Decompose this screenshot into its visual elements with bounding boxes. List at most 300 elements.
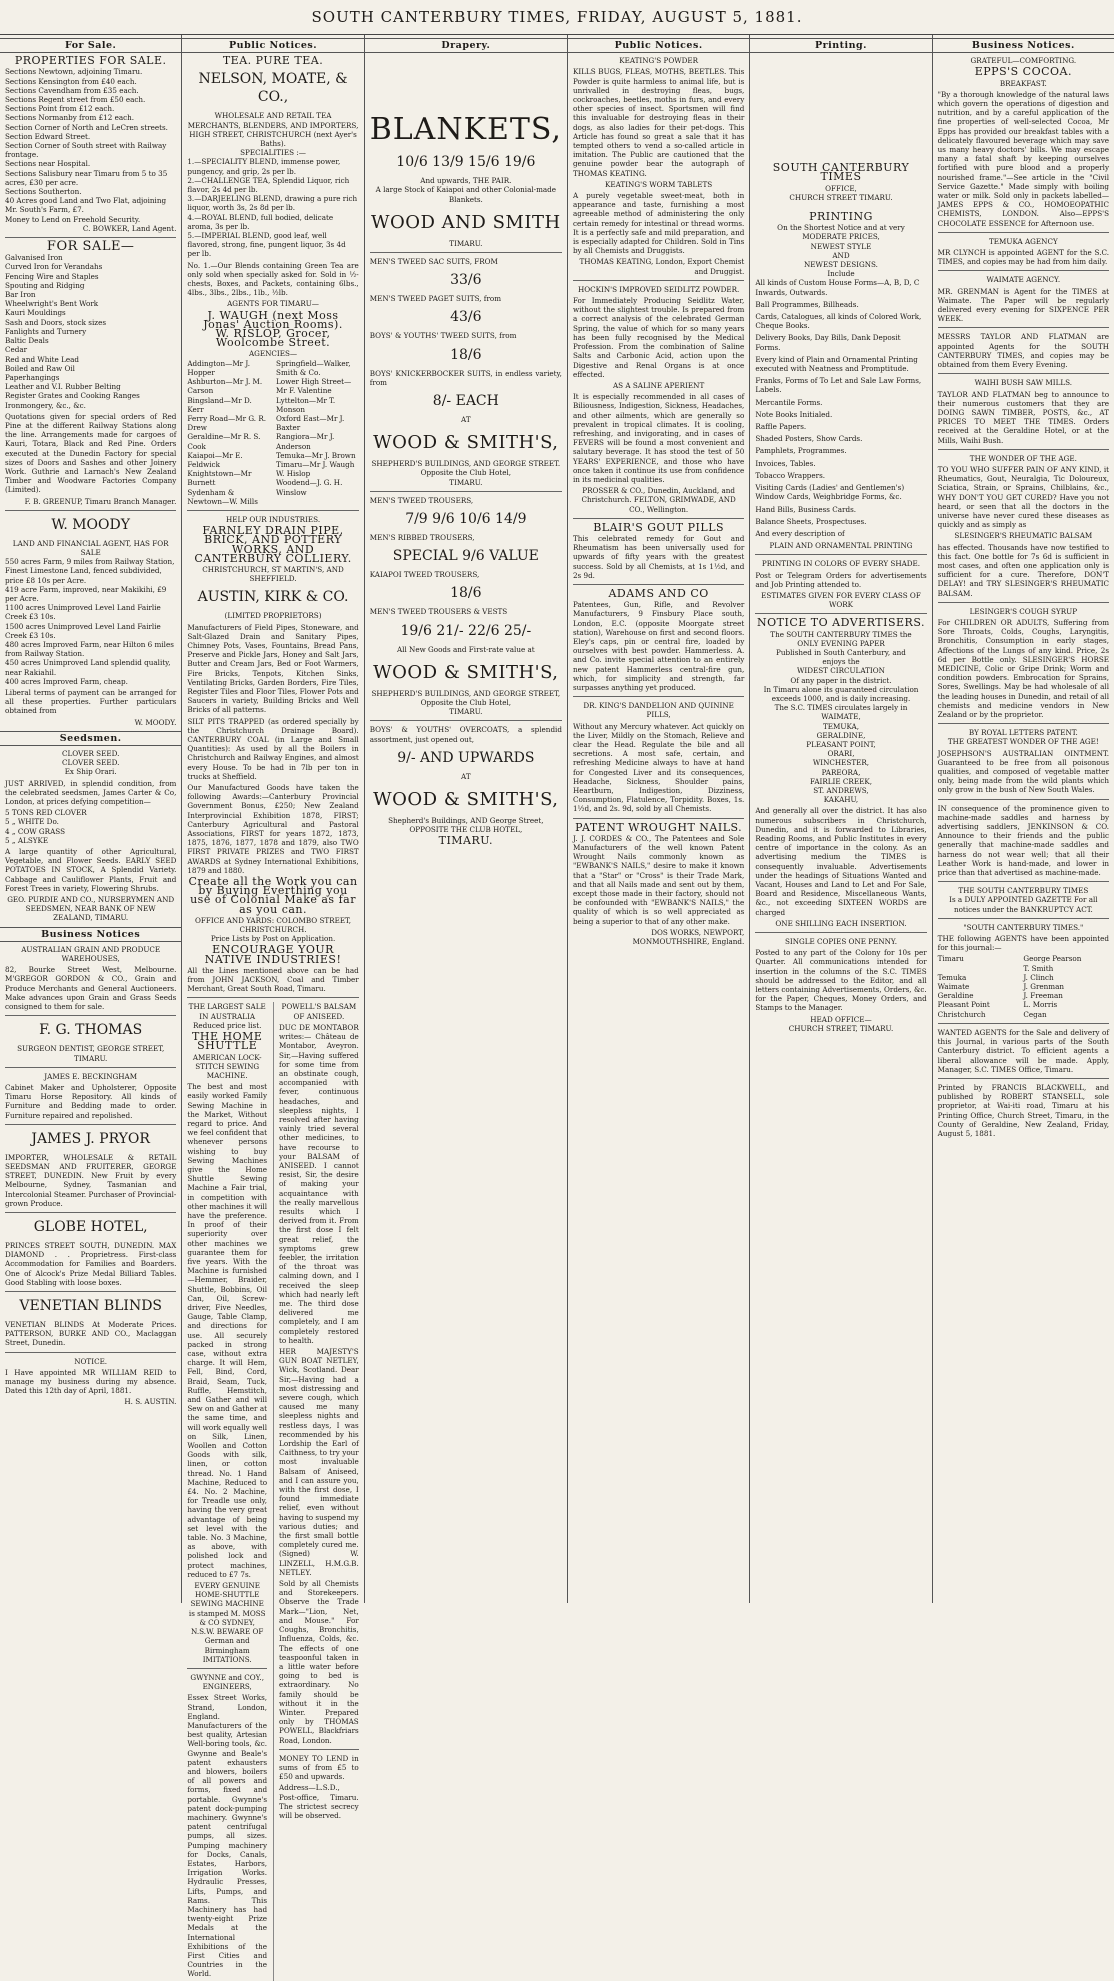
ad-body: 82, Bourke Street West, Melbourne. M'GREGOR GORDON & CO., Grain and Produce Merchants and General Auctioneers. Make advances upon Grain and Grass Seeds consigned to them for sale. bbox=[5, 965, 177, 1012]
ad-title: JAMES E. BECKINGHAM bbox=[44, 1071, 138, 1081]
list-item: Of any paper in the district. bbox=[790, 675, 892, 685]
ad-signature: W. MOODY. bbox=[134, 717, 177, 727]
ad-signature: DOS WORKS, NEWPORT, MONMOUTHSHIRE, England. bbox=[632, 927, 745, 947]
list-item: 400 acres Improved Farm, cheap. bbox=[5, 676, 128, 686]
divider bbox=[938, 449, 1109, 450]
divider bbox=[938, 799, 1109, 800]
list-item: Delivery Books, Day Bills, Dank Deposit Forms. bbox=[755, 333, 901, 352]
ad-body: Without any Mercury whatever. Act quickly on the Liver, Mildly on the Stomach, Relieve and clear the Head. Regulate the bile and all secretions. A most safe, certain, and refreshing Medicine always to have at hand for Congested Liver and its consequences, Headache, Sickness, Shoulder pains, Heartburn, Indigestion, Dizziness, Consumption, Flatulence, Torpidity. Boxes, 1s. 1½d, and 2s. 9d, sold by all Chemists. bbox=[572, 721, 745, 814]
ad-body: MR CLYNCH is appointed AGENT for the S.C. TIMES, and copies may be had from him daily. bbox=[937, 248, 1110, 267]
list-item: Section Corner of North and LeCren streets. bbox=[5, 122, 168, 132]
ad-body: IMPORTER, WHOLESALE & RETAIL SEEDSMAN AND FRUITERER, GEORGE STREET, DUNEDIN. New Fruit by every Melbourne, Sydney, Tasmanian and Intercolonial Steamer. Purchaser of Provincial-grown Produce. bbox=[5, 1152, 177, 1208]
ad-body: Posted to any part of the Colony for 10s per Quarter. All communications intended for insertion in the columns of the S.C. TIMES should be addressed to the Editor, and all letters containing Advertisements, Orders, &c. for the Paper, Cheques, Money Orders, and Stamps to the Manager. bbox=[755, 948, 927, 1013]
list-item: Register Grates and Cooking Ranges bbox=[5, 391, 140, 401]
list-item: On the Shortest Notice and at very bbox=[777, 223, 905, 233]
section-heading: Public Notices. bbox=[182, 38, 363, 53]
ad-subtitle: WHOLESALE AND RETAIL TEA MERCHANTS, BLENDERS, AND IMPORTERS, HIGH STREET, CHRISTCHURCH (next Ayer's Baths). bbox=[187, 111, 359, 149]
ad-subtitle: AT bbox=[461, 771, 471, 781]
ad-title: PRINTING bbox=[809, 210, 873, 224]
list-item: Temuka—Mr J. Brown bbox=[276, 450, 356, 460]
ad-list bbox=[187, 359, 358, 506]
list-item: Money to Lend on Freehold Security. bbox=[5, 214, 141, 224]
list-item: Visiting Cards (Ladies' and Gentlemen's) Window Cards, Weighbridge Forms, &c. bbox=[755, 483, 905, 502]
ad-title: GLOBE HOTEL, bbox=[33, 1218, 148, 1235]
ad-title: THE LARGEST SALE IN AUSTRALIA bbox=[188, 1002, 266, 1021]
ad-title: ADAMS AND CO bbox=[608, 586, 709, 600]
ad-subtitle: All New Goods and First-rate value at bbox=[396, 644, 535, 654]
ad-subtitle: Ex Ship Orari. bbox=[64, 767, 117, 777]
list-item: Sections near Hospital. bbox=[5, 159, 91, 169]
divider bbox=[5, 1067, 176, 1068]
ad-body: HER MAJESTY'S GUN BOAT NETLEY, Wick, Scotland. Dear Sir,—Having had a most distressing and severe cough, which caused me many sleepless nights and restless days, I was recommended by his Lordship the Earl of Caithness, to try your most invaluable Balsam of Aniseed, and I can assure you, with the first dose, I found immediate relief, even without having to suspend my various duties; and the first small bottle completely cured me. (Signed) W. LINZELL, H.M.G.B. NETLEY. bbox=[279, 1347, 359, 1577]
list-item: Galvanised Iron bbox=[5, 253, 63, 263]
list-item: Wheelwright's Bent Work bbox=[5, 299, 99, 309]
ad-body: Post or Telegram Orders for advertisements and Job Printing attended to. bbox=[755, 570, 927, 589]
ad-title: MONEY TO LEND in sums of from £5 to £50 and upwards. bbox=[279, 1753, 359, 1782]
ad-subtitle: LAND AND FINANCIAL AGENT, HAS FOR SALE bbox=[12, 538, 169, 557]
list-item: 4.—ROYAL BLEND, full bodied, delicate aroma, 3s per lb. bbox=[187, 212, 334, 231]
list-item: Shaded Posters, Show Cards. bbox=[755, 434, 863, 444]
list-item: All kinds of Custom House Forms—A, B, D, C Inwards, Outwards. bbox=[755, 278, 920, 297]
ad-body: For Immediately Producing Seidlitz Water, without the slightest trouble. Is prepared from a correct analysis of the celebrated German Spring, the value of which for so many years has been fully recognised by the Medical Profession. From the combination of Saline Salts and Carbonic Acid, action upon the Digestive and Renal Organs is at once effected. bbox=[572, 296, 745, 379]
ad-subtitle: BREAKFAST. bbox=[999, 78, 1047, 88]
ad-title: SINGLE COPIES ONE PENNY. bbox=[784, 937, 898, 947]
ad-body: Sold by all Chemists and Storekeepers. Observe the Trade Mark—"Lion, Net, and Mouse." For Coughs, Bronchitis, Influenza, Colds, &c. The effects of one teaspoonful taken in a little water before going to bed is extraordinary. No family should be without it in the Winter. Prepared only by THOMAS POWELL, Blackfriars Road, London. bbox=[279, 1579, 359, 1745]
section-heading: Business Notices bbox=[0, 927, 181, 942]
list-item: Hand Bills, Business Cards. bbox=[755, 504, 857, 514]
divider bbox=[370, 491, 562, 492]
ad-body: All the Lines mentioned above can be had from JOHN JACKSON, Coal and Timber Merchant, Great South Road, Timaru. bbox=[187, 965, 359, 994]
ad-subtitle: AMERICAN LOCK-STITCH SEWING MACHINE. bbox=[192, 1052, 262, 1080]
list-item: Rangiora—Mr J. Anderson bbox=[276, 432, 335, 451]
list-item: 1.—SPECIALITY BLEND, immense power, pungency, and grip, 2s per lb. bbox=[187, 157, 341, 176]
agent-name: J. Clinch bbox=[1023, 972, 1054, 982]
list-item: In Timaru alone its guaranteed circulation exceeds 1000, and is daily increasing. bbox=[763, 684, 919, 703]
list-item: Cards, Catalogues, all kinds of Colored Work, Cheque Books. bbox=[755, 312, 922, 331]
divider bbox=[573, 280, 744, 281]
ad-subtitle: Reduced price list. bbox=[192, 1020, 262, 1030]
list-item: Tobacco Wrappers. bbox=[755, 470, 826, 480]
price-line: 10/6 13/9 15/6 19/6 bbox=[396, 154, 536, 171]
divider bbox=[187, 510, 358, 511]
firm-name: WOOD AND SMITH bbox=[371, 211, 561, 233]
divider bbox=[5, 1352, 176, 1353]
list-item: WINCHESTER, bbox=[812, 758, 870, 768]
ad-title: KEATING'S WORM TABLETS bbox=[605, 179, 713, 189]
divider bbox=[5, 1015, 176, 1016]
section-heading: Public Notices. bbox=[568, 38, 749, 53]
price-line: 9/- AND UPWARDS bbox=[397, 749, 535, 766]
ad-body: Is a DULY APPOINTED GAZETTE For all notices under the BANKRUPTCY ACT. bbox=[949, 895, 1098, 914]
divider bbox=[938, 602, 1109, 603]
list-item: Ferry Road—Mr G. R. Drew bbox=[187, 413, 267, 433]
list-item: Ball Programmes, Billheads. bbox=[755, 299, 859, 309]
list-item: enjoys the bbox=[822, 657, 860, 667]
ad-body: A large quantity of other Agricultural, Vegetable, and Flower Seeds. EARLY SEED POTATOES IN STOCK, A Splendid Variety. Cabbage and Cauliflower Plants, Fruit and Forest Trees in variety, Flowering Shrubs. bbox=[5, 847, 177, 893]
ad-title: WAIHI BUSH SAW MILLS. bbox=[974, 378, 1073, 388]
ad-title: LESINGER'S COUGH SYRUP bbox=[969, 606, 1078, 616]
list-item: Pamphlets, Programmes. bbox=[755, 446, 847, 456]
price-line: 18/6 bbox=[450, 346, 482, 363]
price-line: SPECIAL 9/6 VALUE bbox=[392, 548, 539, 565]
ad-body: MESSRS TAYLOR AND FLATMAN are appointed Agents for the SOUTH CANTERBURY TIMES, and copies may be obtained from them Every Evening. bbox=[937, 332, 1110, 370]
ad-title: THE SOUTH CANTERBURY TIMES bbox=[958, 886, 1089, 896]
ad-list bbox=[755, 278, 926, 538]
ad-signature: F. B. GREENUP, Timaru Branch Manager. bbox=[24, 496, 177, 506]
ad-title: SOUTH CANTERBURY TIMES bbox=[772, 161, 910, 184]
ad-subtitle: SURGEON DENTIST, GEORGE STREET, TIMARU. bbox=[17, 1044, 165, 1063]
list-item: Fanlights and Turnery bbox=[5, 326, 87, 336]
ad-body: I Have appointed MR WILLIAM REID to manage my business during my absence. Dated this 12th day of April, 1881. bbox=[5, 1367, 177, 1396]
ad-title: PROPERTIES FOR SALE. bbox=[14, 54, 167, 68]
price-line: 18/6 bbox=[450, 585, 482, 602]
list-item: Sections Kensington from £40 each. bbox=[5, 76, 137, 86]
list-item: Balance Sheets, Prospectuses. bbox=[755, 516, 867, 526]
ad-title: HOCKIN'S IMPROVED SEIDLITZ POWDER. bbox=[577, 284, 740, 294]
ad-title: PLAIN AND ORNAMENTAL PRINTING bbox=[769, 541, 913, 551]
balsam-ad bbox=[273, 1002, 359, 1980]
list-item: 1100 acres Unimproved Level Land Fairlie Creek £3 10s. bbox=[5, 603, 161, 622]
list-item: Ashburton—Mr J. M. Carson bbox=[187, 377, 263, 396]
list-item: 4 „ COW GRASS bbox=[5, 826, 65, 836]
agent-name: Cegan bbox=[1023, 1009, 1047, 1019]
divider bbox=[573, 584, 744, 585]
ad-title: THE HOME SHUTTLE bbox=[192, 1030, 263, 1053]
ad-body: IN consequence of the prominence given to machine-made saddles and harness by advertising saddlers, JENKINSON & CO. Announce to their friends and the public generally that machine-made saddles and harness do not wear well; that all their Leather Work is hand-made, and lower in price than that advertised as machine-made. bbox=[937, 803, 1110, 878]
list-item: Sections Southerton. bbox=[5, 187, 82, 197]
list-item: Lyttelton—Mr T. Monson bbox=[276, 395, 336, 414]
divider bbox=[5, 1212, 176, 1213]
section-heading: Seedsmen. bbox=[0, 731, 181, 746]
ad-body: THE following AGENTS have been appointed for this journal:— bbox=[937, 934, 1110, 953]
list-item: Lower High Street—Mr F. Valentine bbox=[276, 377, 352, 396]
list-item: Sections Regent street from £50 each. bbox=[5, 95, 146, 105]
list-item: TEMUKA, bbox=[822, 721, 859, 731]
price-line: 33/6 bbox=[450, 272, 482, 289]
list-item: NEWEST DESIGNS. bbox=[804, 260, 878, 270]
ad-title: Create all the Work you can by Buying Everthing you use of Colonial Make as far as you can. bbox=[188, 875, 358, 916]
list-item: 450 acres Unimproved Land splendid quality, near Rakiahil. bbox=[5, 658, 171, 677]
divider bbox=[938, 232, 1109, 233]
ad-signature: GEO. PURDIE AND CO., NURSERYMEN AND SEEDSMEN, NEAR BANK OF NEW ZEALAND, TIMARU. bbox=[7, 895, 175, 923]
list-item: Timaru—Mr J. Waugh bbox=[276, 459, 355, 469]
ad-title: VENETIAN BLINDS bbox=[19, 1297, 163, 1314]
list-item: PLEASANT POINT, bbox=[806, 739, 876, 749]
divider bbox=[5, 1124, 176, 1125]
list-item: 5 „ WHITE Do. bbox=[5, 817, 59, 827]
table-row bbox=[938, 982, 1109, 991]
divider bbox=[938, 373, 1109, 374]
ad-list bbox=[5, 808, 176, 845]
table-row bbox=[938, 1010, 1109, 1019]
list-item: Kauri Mouldings bbox=[5, 308, 66, 318]
ad-title: CLOVER SEED. bbox=[61, 758, 120, 768]
divider bbox=[938, 918, 1109, 919]
ad-signature: H. S. AUSTIN. bbox=[124, 1397, 177, 1407]
ad-subtitle: And upwards, THE PAIR. bbox=[420, 176, 512, 186]
ad-body: WANTED AGENTS for the Sale and delivery of this Journal, in various parts of the South Canterbury district. To efficient agents a liberal allowance will be made. Apply, Manager, S.C. TIMES Office, Timaru. bbox=[937, 1027, 1110, 1074]
list-item: And every description of bbox=[755, 528, 845, 538]
ad-list bbox=[755, 630, 926, 713]
list-item: Note Books Initialed. bbox=[755, 409, 833, 419]
ad-title: THE GREATEST WONDER OF THE AGE! bbox=[947, 737, 1099, 747]
section-heading: For Sale. bbox=[0, 38, 181, 53]
ad-subtitle: (LIMITED PROPRIETORS) bbox=[224, 611, 322, 621]
divider bbox=[938, 1078, 1109, 1079]
ad-subtitle: BY ROYAL LETTERS PATENT. bbox=[968, 728, 1078, 738]
ad-body: EVERY GENUINE HOME-SHUTTLE SEWING MACHINE is stamped M. MOSS & CO SYDNEY, N.S.W. BEWARE OF German and Birmingham IMITATIONS. bbox=[188, 1581, 266, 1664]
ad-title: BOYS' & YOUTHS' OVERCOATS, a splendid assortment, just opened out, bbox=[369, 725, 562, 744]
ad-body: MR. GRENMAN is Agent for the TIMES at Waimate. The Paper will be regularly delivered every evening for SIXPENCE PER WEEK. bbox=[937, 286, 1110, 324]
divider bbox=[187, 1668, 267, 1669]
ad-subtitle: Opposite the Club Hotel, bbox=[420, 468, 512, 478]
list-item: Sections Point from £12 each. bbox=[5, 104, 115, 114]
ad-list bbox=[755, 712, 926, 804]
ad-body: Manufacturers of Field Pipes, Stoneware, and Salt-Glazed Drain and Sanitary Pipes, Chimney Pots, Vases, Fountains, Bread Pans, Preserve and Pickle Jars, Honey and Salt Jars, Butter and Cream Jars, Bed or Foot Warmers, Fire Bricks, Tenpots, Kitchen Sinks, Ventilating Bricks, Garden Borders, Fire Tiles, Register Tiles and Floor Tiles, Flower Pots and Saucers in variety, Building Bricks and Well Bricks of all patterns. bbox=[187, 622, 359, 715]
list-item: ST. ANDREWS, bbox=[813, 785, 869, 795]
list-item: Knightstown—Mr Burnett bbox=[187, 469, 252, 488]
ad-title: W. MOODY bbox=[51, 516, 130, 533]
list-item: Red and White Lead bbox=[5, 354, 80, 364]
agent-place: Geraldine bbox=[937, 991, 974, 1001]
ad-title: MEN'S TWEED SAC SUITS, FROM bbox=[369, 257, 498, 267]
list-item: 419 acre Farm, improved, near Makikihi, £9 per Acre. bbox=[5, 584, 167, 603]
list-item: 5 „ ALSYKE bbox=[5, 835, 49, 845]
agent-place: Waimate bbox=[937, 982, 970, 992]
list-item: Sections Normanby from £12 each. bbox=[5, 113, 135, 123]
ad-body: Address—L.S.D., Post-office, Timaru. The strictest secrecy will be observed. bbox=[279, 1783, 359, 1820]
ad-body: A purely vegetable sweet-meat, both in appearance and taste, furnishing a most agreeable method of administering the only certain remedy for intestinal or thread worms. It is a perfectly safe and mild preparation, and is especially adapted for Children. Sold in Tins by all Chemists and Druggists. bbox=[572, 191, 745, 256]
imprint: Printed by FRANCIS BLACKWELL, and published by ROBERT STANSELL, sole proprietor, at Wai-iti road, Timaru at his Printing Office, Church Street, Timaru, in the County of Geraldine, New Zealand, Friday, August 5, 1881. bbox=[937, 1082, 1110, 1138]
ad-subtitle: CHRISTCHURCH, ST MARTIN'S, AND SHEFFIELD. bbox=[202, 564, 344, 584]
ad-list bbox=[5, 557, 176, 686]
table-row bbox=[938, 991, 1109, 1000]
list-item: ORARI, bbox=[827, 749, 855, 759]
list-item: MODERATE PRICES, bbox=[802, 232, 880, 242]
list-item: 550 acres Farm, 9 miles from Railway Station, Finest Limestone Land, fenced subdivided, price £8 10s per Acre. bbox=[5, 557, 175, 585]
list-item: GERALDINE, bbox=[816, 730, 866, 740]
column-for-sale bbox=[0, 35, 182, 1603]
divider bbox=[370, 252, 562, 253]
list-item: Kaiapoi—Mr E. Feldwick bbox=[187, 450, 243, 469]
column-drapery bbox=[365, 35, 568, 1603]
list-item: Sections Salisbury near Timaru from 5 to 35 acres, £30 per acre. bbox=[5, 168, 168, 187]
ad-subtitle: TIMARU. bbox=[438, 834, 494, 848]
ad-title: THE WONDER OF THE AGE. bbox=[969, 453, 1077, 463]
ad-subtitle: Price Lists by Post on Application. bbox=[210, 934, 336, 944]
ad-title: BOYS' & YOUTHS' TWEED SUITS, from bbox=[369, 331, 517, 341]
divider bbox=[938, 1023, 1109, 1024]
ad-subtitle: Shepherd's Buildings, AND George Street, bbox=[388, 816, 544, 826]
ad-body: For CHILDREN OR ADULTS, Suffering from Sore Throats, Colds, Coughs, Laryngitis, Bronchitis, Consumption in early stages, Affections of the Lungs of any kind. Price, 2s 6d per Bottle only. SLESINGER'S HORSE MEDICINE, Colic or Gripe Drink; Worm and condition powders. Embrocation for Sprains, Sores, Swellings. May be had wholesale of all the leading houses in Dunedin, and retail of all chemists and medicine vendors in New Zealand or by the proprietor. bbox=[937, 617, 1110, 719]
list-item: Sections Newtown, adjoining Timaru. bbox=[5, 67, 143, 77]
ad-subtitle: OFFICE AND YARDS: COLOMBO STREET, CHRISTCHURCH. bbox=[194, 915, 352, 935]
ad-subtitle: OFFICE, bbox=[825, 183, 857, 193]
list-item: Sydenham & Newtown—W. Mills bbox=[187, 487, 258, 506]
ad-title: MEN'S TWEED TROUSERS & VESTS bbox=[369, 607, 508, 617]
list-item: Published in South Canterbury, and bbox=[776, 647, 906, 657]
ad-subtitle: OPPOSITE THE CLUB HOTEL, bbox=[409, 825, 523, 835]
ad-title: BLAIR'S GOUT PILLS bbox=[593, 520, 725, 534]
list-item: 1500 acres Unimproved Level Land Fairlie Creek £3 10s. bbox=[5, 621, 161, 640]
agent-place: Timaru bbox=[937, 954, 964, 964]
list-item: W. RISLOP, Grocer, Woolcombe Street. bbox=[215, 327, 331, 350]
ad-list bbox=[5, 67, 176, 223]
ad-subtitle: CHURCH STREET, TIMARU. bbox=[788, 1023, 894, 1033]
firm-name: WOOD & SMITH'S, bbox=[373, 432, 559, 454]
price-line: 7/9 9/6 10/6 14/9 bbox=[405, 511, 527, 528]
ad-body: J. J. CORDES & CO., The Patentees and Sole Manufacturers of the well known Patent Wrought Nails commonly known as "EWBANK'S NAILS," desire to make it known that a "Star" or "Cross" is their Trade Mark, and that all Nails made and sent out by them, except those made in their factory, should not be confounded with "EWBANK'S NAILS," the quality of which is so well appreciated as being a superior to that of any other make. bbox=[572, 833, 745, 926]
agent-name: L. Morris bbox=[1023, 1000, 1058, 1010]
ad-title: MEN'S TWEED TROUSERS, bbox=[369, 495, 474, 505]
ad-subtitle: GRATEFUL—COMFORTING. bbox=[970, 56, 1077, 66]
ad-title: NOTICE TO ADVERTISERS. bbox=[757, 616, 925, 630]
ad-body: Essex Street Works, Strand, London, England. Manufacturers of the best quality, Artesian Well-boring tools, &c. Gwynne and Beale's patent exhausters and blowers, boilers of all powers and forms, fixed and portable. Gwynne's patent dock-pumping machinery. Gwynne's patent centrifugal pumps, all sizes. Pumping machinery for Docks, Canals, Estates, Harbors, Irrigation Works. Hydraulic Presses, Lifts, Pumps, and Rams. This Machinery has had twenty-eight Prize Medals at the International Exhibitions of the First Cities and Countries in the World. bbox=[187, 1693, 268, 1979]
list-item: Every kind of Plain and Ornamental Printing executed with Neatness and Promptitude. bbox=[755, 354, 918, 374]
list-item: The S.C. TIMES circulates largely in bbox=[774, 703, 908, 713]
ad-subtitle: CHURCH STREET TIMARU. bbox=[789, 192, 893, 202]
list-item: Paperhangings bbox=[5, 372, 60, 382]
ad-title: POWELL'S BALSAM OF ANISEED. bbox=[281, 1002, 357, 1021]
ad-title: PRINTING IN COLORS OF EVERY SHADE. bbox=[761, 559, 921, 569]
ad-title: MEN'S TWEED PAGET SUITS, from bbox=[369, 294, 502, 304]
ad-body: Quotations given for special orders of Red Pine at the different Railway Stations along the line. Arrangements made for cargoes of Kauri, Totara, Black and Red Pine. Orders executed at the Dunedin Factory for special sizes of Doors and Sashes and other Joinery Work. Guthrie and Larnach's New Zealand Timber and Woodware Factories Company (Limited). bbox=[5, 411, 177, 495]
list-item: Geraldine—Mr R. S. Cook bbox=[187, 432, 261, 451]
divider bbox=[938, 723, 1109, 724]
agent-name: J. Freeman bbox=[1023, 991, 1063, 1001]
ad-title: ENCOURAGE YOUR NATIVE INDUSTRIES! bbox=[204, 943, 342, 966]
divider bbox=[938, 327, 1109, 328]
price-line: 8/- EACH bbox=[432, 393, 499, 410]
divider bbox=[938, 270, 1109, 271]
ad-title: BLANKETS, bbox=[369, 112, 562, 148]
ad-body: JUST ARRIVED, in splendid condition, from the celebrated seedsmen, James Carter & Co, London, at prices defying competition— bbox=[5, 778, 177, 807]
ad-body: "By a thorough knowledge of the natural laws which govern the operations of digestion and nutrition, and by a careful application of the fine properties of well-selected Cocoa, Mr Epps has provided our breakfast tables with a delicately flavoured beverage which may save us many heavy doctors' bills. We may escape many a fatal shaft by keeping ourselves fortified with pure blood and a properly nourished frame."—See article in the "Civil Service Gazette." Made simply with boiling water or milk. Sold only in packets labelled— JAMES EPPS & CO., HOMOEOPATHIC CHEMISTS, LONDON. Also—EPPS'S CHOCOLATE ESSENCE for Afternoon use. bbox=[937, 89, 1110, 228]
list-item: WAIMATE, bbox=[821, 712, 861, 722]
list-item: 5 TONS RED CLOVER bbox=[5, 808, 87, 818]
list-item: Cedar bbox=[5, 345, 28, 355]
list-item: Oxford East—Mr J. Baxter bbox=[276, 413, 345, 433]
list-item: Springfield—Walker, Smith & Co. bbox=[276, 358, 351, 377]
split-ads bbox=[187, 1002, 358, 1980]
divider bbox=[755, 613, 926, 614]
ad-subtitle: AT bbox=[461, 415, 471, 425]
divider bbox=[573, 696, 744, 697]
ad-body: This celebrated remedy for Gout and Rheumatism has been universally used for upwards of fifty years with the greatest success. Sold by all Chemists, at 1s 1½d, and 2s 9d. bbox=[572, 533, 745, 580]
list-item: Sections Cavendham from £35 each. bbox=[5, 85, 139, 95]
list-item: Section Edward Street. bbox=[5, 131, 91, 141]
ad-subtitle: TIMARU. bbox=[449, 477, 483, 487]
ad-subtitle: Opposite the Club Hotel, bbox=[420, 698, 512, 708]
column-business-notices bbox=[933, 35, 1114, 1603]
ad-body: KILLS BUGS, FLEAS, MOTHS, BEETLES. This Powder is quite harmless to animal life, but is unrivalled in destroying fleas, bugs, cockroaches, beetles, moths in furs, and every other species of insect. Sportsmen will find this invaluable for destroying fleas in their dogs, as also ladies for their pet-dogs. This Article has found so great a sale that it has tempted others to vend a so-called article in imitation. The Public are cautioned that the genuine powder bear the autograph of THOMAS KEATING. bbox=[572, 67, 745, 178]
ad-title: NOTICE. bbox=[74, 1356, 108, 1366]
list-item: Fencing Wire and Staples bbox=[5, 271, 99, 281]
ad-body: Our Manufactured Goods have taken the following Awards:—Canterbury Provincial Government Bonus, £250; New Zealand Interprovincial Exhibition 1878, FIRST; Canterbury Agricultural and Pastoral Associations, FIRST for years 1872, 1873, 1875, 1876, 1877, 1878 and 1879, also TWO FIRST PRIVATE PRIZES and TWO FIRST AWARDS at Sydney International Exhibitions, 1879 and 1880. bbox=[187, 783, 359, 875]
ad-subtitle: HEAD OFFICE— bbox=[810, 1014, 872, 1024]
ad-subtitle: TIMARU. bbox=[449, 707, 483, 717]
ad-title: FOR SALE— bbox=[46, 239, 135, 255]
ad-body: No. 1.—Our Blends containing Green Tea are only sold when specially asked for. Sold in ½-chests, Boxes, and Packets, containing 6lbs., 4lbs., 3lbs., 2lbs., 1lb., ½lb. bbox=[187, 260, 359, 298]
ad-title: PATENT WROUGHT NAILS. bbox=[575, 820, 743, 834]
ad-subtitle: SHEPHERD'S BUILDINGS, AND GEORGE STREET. bbox=[371, 459, 561, 469]
list-item: 480 acres Improved Farm, near Hilton 6 miles from Railway Station. bbox=[5, 639, 174, 659]
list-item: Spouting and Ridging bbox=[5, 280, 85, 290]
agent-name: J. Grenman bbox=[1023, 982, 1065, 992]
ad-title: TEMUKA AGENCY bbox=[988, 236, 1058, 246]
ad-subtitle: AGENCIES— bbox=[248, 349, 298, 359]
list-item: Raffle Papers. bbox=[755, 422, 807, 432]
divider bbox=[938, 881, 1109, 882]
divider bbox=[5, 510, 176, 511]
column-public-notices-2 bbox=[568, 35, 750, 1603]
ad-title: MEN'S RIBBED TROUSERS, bbox=[369, 533, 475, 543]
list-item: Franks, Forms of To Let and Sale Law Forms, Labels. bbox=[755, 376, 922, 395]
list-item: Bingsland—Mr D. Kerr bbox=[187, 395, 252, 414]
ad-signature: THOMAS KEATING, London, Export Chemist and Druggist. bbox=[579, 257, 745, 276]
section-heading: Drapery. bbox=[365, 38, 567, 53]
list-item: The SOUTH CANTERBURY TIMES the bbox=[770, 629, 912, 639]
list-item: Boiled and Raw Oil bbox=[5, 363, 75, 373]
list-item: J. WAUGH (next Moss Jonas' Auction Rooms). bbox=[203, 308, 343, 331]
ad-signature: C. BOWKER, Land Agent. bbox=[82, 223, 177, 233]
divider bbox=[755, 932, 926, 933]
list-item: Woodend—J. G. H. Winslow bbox=[276, 478, 343, 497]
list-item: Curved Iron for Verandahs bbox=[5, 262, 103, 272]
divider bbox=[187, 997, 358, 998]
ad-subtitle: SHEPHERD'S BUILDINGS, AND GEORGE STREET, bbox=[371, 688, 561, 698]
ad-body: Patentees, Gun, Rifle, and Revolver Manufacturers, 9 Finsbury Place south, London, E.C. (opposite Moorgate street station), Warehouse on first and second floors. Eley's caps, pin or central fire, loaded by ourselves with best powder. Hammerless. A. and Co. invite special attention to an entirely new patent Hammerless central-fire gun, which, for simplicity and strength, far surpasses anything yet produced. bbox=[572, 600, 745, 692]
ad-list bbox=[187, 308, 358, 350]
list-item: 40 Acres good Land and Two Flat, adjoining Mr. South's Farm, £7. bbox=[5, 196, 167, 215]
list-item: 3.—DARJEELING BLEND, drawing a pure rich liquor, worth 3s, 2s 8d per lb. bbox=[187, 194, 358, 213]
list-item: W. Hislop bbox=[276, 469, 311, 479]
firm-name: WOOD & SMITH'S, bbox=[373, 789, 559, 811]
list-item: Leather and V.I. Rubber Belting bbox=[5, 382, 121, 392]
ad-list bbox=[755, 223, 926, 278]
list-item: AND bbox=[832, 250, 850, 260]
ad-title: FARNLEY DRAIN PIPE, BRICK, AND POTTERY WORKS, AND CANTERBURY COLLIERY. bbox=[194, 524, 352, 565]
divider bbox=[5, 237, 176, 238]
masthead: SOUTH CANTERBURY TIMES, FRIDAY, AUGUST 5, 1881. bbox=[0, 0, 1114, 35]
ad-title: SLESINGER'S RHEUMATIC BALSAM bbox=[954, 531, 1093, 541]
ad-title: HELP OUR INDUSTRIES. bbox=[225, 514, 321, 524]
ad-title: BOYS' KNICKERBOCKER SUITS, in endless variety, from bbox=[369, 368, 562, 387]
ad-body: VENETIAN BLINDS At Moderate Prices. PATTERSON, BURKE AND CO., Maclaggan Street, Dunedin. bbox=[5, 1319, 177, 1348]
ad-title: KEATING'S POWDER bbox=[619, 56, 699, 66]
list-item: 2.—CHALLENGE TEA, Splendid Liquor, rich flavor, 2s 4d per lb. bbox=[187, 175, 350, 195]
ad-body: DUC DE MONTABOR writes:— Château de Montabor, Aveyron. Sir,—Having suffered for some time from an obstinate cough, accompanied with fever, continuous headaches, and sleepless nights, I resolved after having vainly tried several other medicines, to have recourse to your BALSAM of ANISEED. I cannot resist, Sir, the desire of making your acquaintance with the really marvellous results which I derived from it. From the first dose I felt great relief, the symptoms grew feebler, the irritation of the throat was calming down, and I received the sleep which had nearly left me. The third dose delivered me completely, and I am completely restored to health. bbox=[279, 1022, 359, 1345]
section-heading: Printing. bbox=[750, 38, 931, 53]
list-item: Addington—Mr J. Hopper bbox=[187, 358, 250, 377]
table-row bbox=[938, 973, 1109, 982]
list-item: PAREORA, bbox=[821, 767, 861, 777]
list-item: KAKAHU, bbox=[823, 795, 859, 805]
list-item: 5.—IMPERIAL BLEND, good leaf, well flavored, strong, fine, pungent liquor, 3s 4d per lb. bbox=[187, 231, 346, 259]
divider bbox=[279, 1749, 359, 1750]
agent-place bbox=[938, 964, 1024, 973]
ad-title: AUSTIN, KIRK & CO. bbox=[197, 589, 349, 606]
ad-title: ONE SHILLING EACH INSERTION. bbox=[775, 918, 907, 928]
agent-name: George Pearson bbox=[1023, 954, 1082, 964]
ad-title: NELSON, MOATE, & CO., bbox=[198, 71, 348, 106]
table-row bbox=[938, 1000, 1109, 1009]
ad-subtitle: AGENTS FOR TIMARU— bbox=[227, 299, 319, 309]
ad-body: TAYLOR AND FLATMAN beg to announce to their numerous customers that they are DOING SAWN TIMBER, POSTS, &c., AT PRICES TO MEET THE TIMES. Orders received at the Geraldine Hotel, or at the Mills, Waihi Bush. bbox=[937, 389, 1110, 445]
section-heading: Business Notices. bbox=[933, 38, 1114, 53]
table-row bbox=[938, 954, 1109, 963]
ad-title: F. G. THOMAS bbox=[39, 1022, 143, 1039]
